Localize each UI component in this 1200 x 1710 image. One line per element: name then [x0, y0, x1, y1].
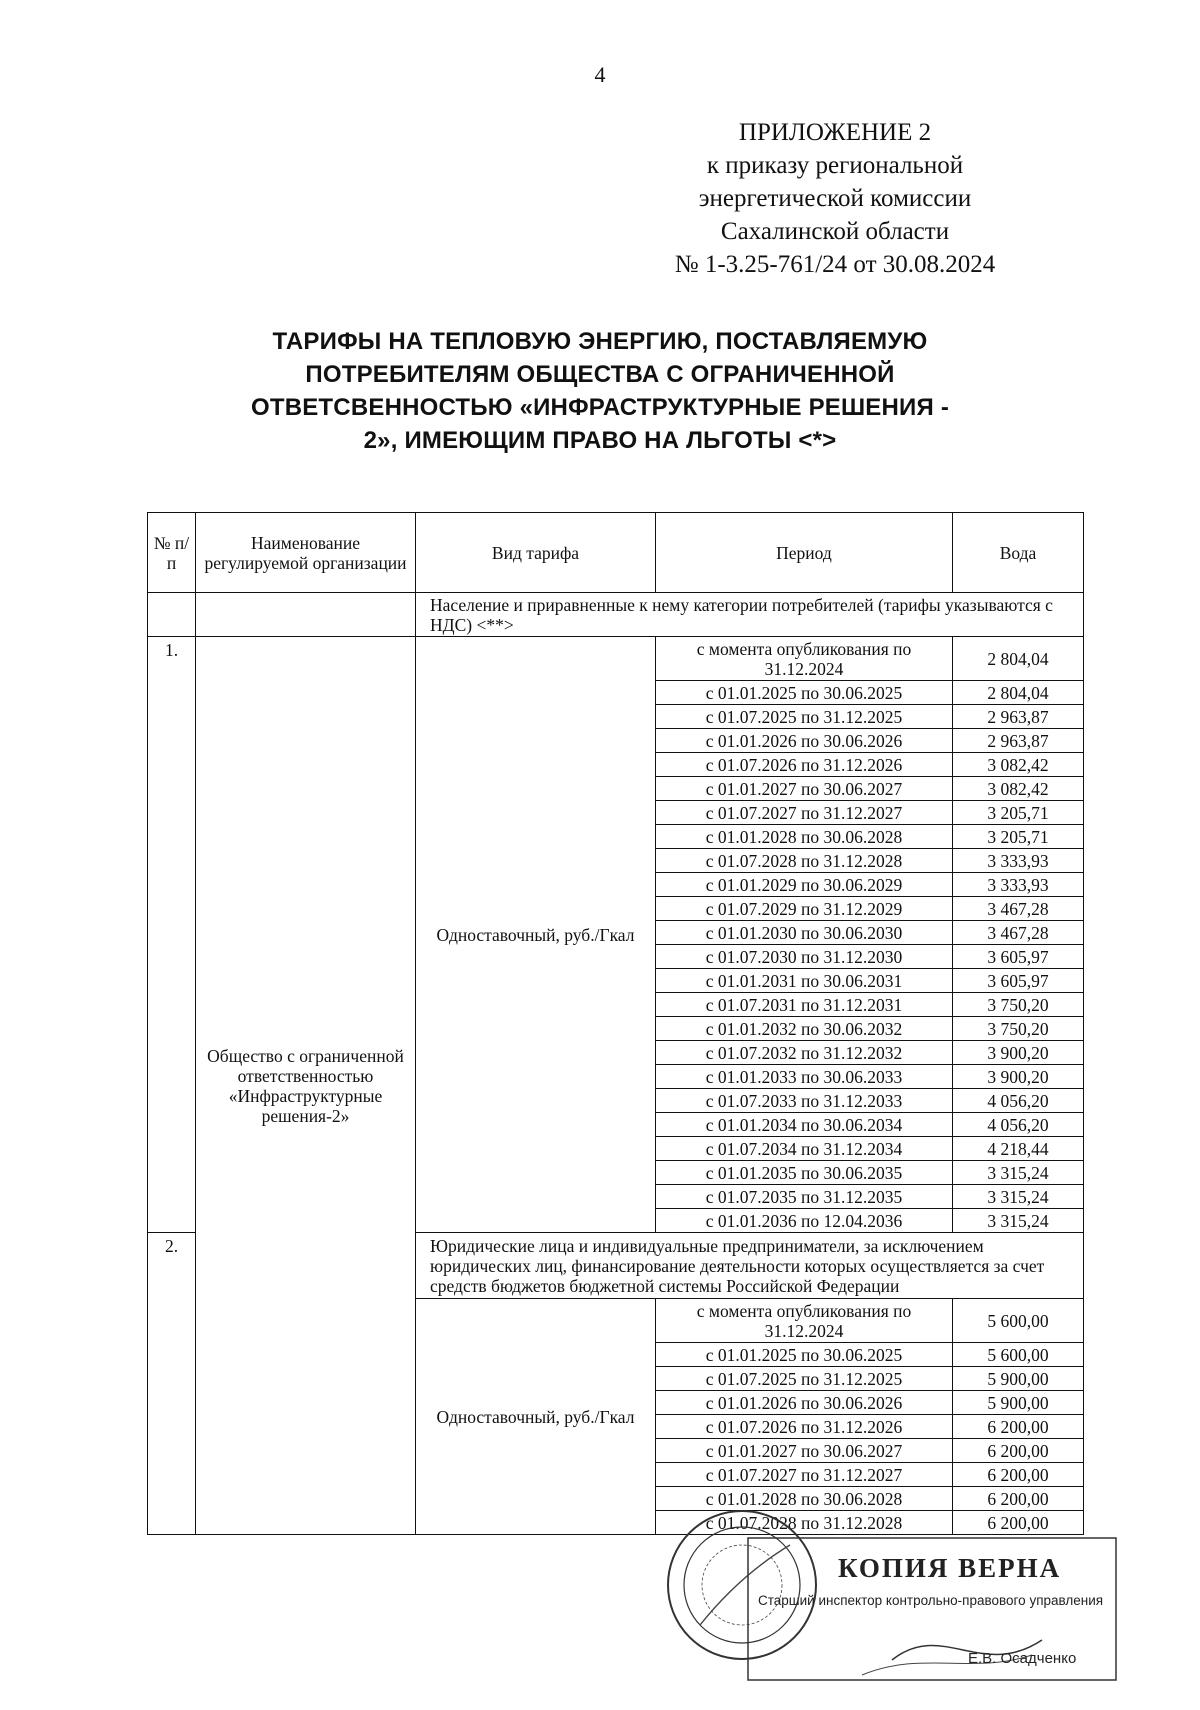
value-cell: 4 056,20	[953, 1089, 1084, 1113]
period-cell: с 01.01.2026 по 30.06.2026	[656, 1391, 953, 1415]
value-cell: 6 200,00	[953, 1415, 1084, 1439]
period-cell: с 01.07.2033 по 31.12.2033	[656, 1089, 953, 1113]
value-cell: 3 900,20	[953, 1041, 1084, 1065]
period-cell: с 01.07.2028 по 31.12.2028	[656, 1511, 953, 1535]
value-cell: 2 804,04	[953, 681, 1084, 705]
value-cell: 2 963,87	[953, 705, 1084, 729]
value-cell: 3 333,93	[953, 873, 1084, 897]
period-cell: с момента опубликования по 31.12.2024	[656, 1299, 953, 1343]
header-number: № п/п	[148, 513, 196, 593]
value-cell: 5 600,00	[953, 1343, 1084, 1367]
header-tariff-type: Вид тарифа	[416, 513, 656, 593]
value-cell: 2 963,87	[953, 729, 1084, 753]
stamp-name: Е.В. Осадченко	[968, 1650, 1077, 1667]
row-number: 2.	[148, 1233, 196, 1535]
value-cell: 3 082,42	[953, 777, 1084, 801]
period-cell: с 01.07.2025 по 31.12.2025	[656, 705, 953, 729]
period-cell: с 01.01.2034 по 30.06.2034	[656, 1113, 953, 1137]
value-cell: 3 333,93	[953, 849, 1084, 873]
period-cell: с 01.07.2031 по 31.12.2031	[656, 993, 953, 1017]
value-cell: 4 056,20	[953, 1113, 1084, 1137]
value-cell: 5 600,00	[953, 1299, 1084, 1343]
appendix-order-number: № 1-3.25-761/24 от 30.08.2024	[674, 251, 996, 278]
period-cell: с 01.01.2028 по 30.06.2028	[656, 1487, 953, 1511]
value-cell: 5 900,00	[953, 1391, 1084, 1415]
period-cell: с 01.01.2025 по 30.06.2025	[656, 681, 953, 705]
period-cell: с 01.07.2030 по 31.12.2030	[656, 945, 953, 969]
tariff-table	[147, 512, 1084, 1535]
value-cell: 3 315,24	[953, 1209, 1084, 1233]
value-cell: 6 200,00	[953, 1487, 1084, 1511]
value-cell: 3 900,20	[953, 1065, 1084, 1089]
value-cell: 3 315,24	[953, 1185, 1084, 1209]
appendix-header	[600, 116, 1070, 281]
period-cell: с 01.07.2025 по 31.12.2025	[656, 1367, 953, 1391]
value-cell: 6 200,00	[953, 1439, 1084, 1463]
row-number: 1.	[148, 637, 196, 1233]
title-line: ПОТРЕБИТЕЛЯМ ОБЩЕСТВА С ОГРАНИЧЕННОЙ	[305, 361, 895, 388]
appendix-line: энергетической комиссии	[698, 185, 972, 212]
period-cell: с 01.01.2029 по 30.06.2029	[656, 873, 953, 897]
period-cell: с 01.01.2026 по 30.06.2026	[656, 729, 953, 753]
title-line: ТАРИФЫ НА ТЕПЛОВУЮ ЭНЕРГИЮ, ПОСТАВЛЯЕМУЮ	[272, 328, 928, 355]
value-cell: 3 750,20	[953, 1017, 1084, 1041]
value-cell: 4 218,44	[953, 1137, 1084, 1161]
period-cell: с 01.07.2032 по 31.12.2032	[656, 1041, 953, 1065]
page-number: 4	[594, 62, 606, 87]
header-water: Вода	[953, 513, 1084, 593]
period-cell: с 01.01.2030 по 30.06.2030	[656, 921, 953, 945]
tariff-type: Одноставочный, руб./Гкал	[416, 637, 656, 1233]
table-row	[148, 637, 1084, 681]
period-cell: с 01.01.2025 по 30.06.2025	[656, 1343, 953, 1367]
document-title	[150, 325, 1050, 457]
stamp-title: КОПИЯ ВЕРНА	[838, 1553, 1062, 1583]
period-cell: с 01.07.2028 по 31.12.2028	[656, 849, 953, 873]
period-cell: с 01.07.2026 по 31.12.2026	[656, 1415, 953, 1439]
period-cell: с 01.07.2029 по 31.12.2029	[656, 897, 953, 921]
title-line: ОТВЕТСВЕННОСТЬЮ «ИНФРАСТРУКТУРНЫЕ РЕШЕНИЯ -	[250, 394, 950, 421]
tariff-type: Одноставочный, руб./Гкал	[416, 1299, 656, 1535]
period-cell: с 01.01.2031 по 30.06.2031	[656, 969, 953, 993]
title-line: 2», ИМЕЮЩИМ ПРАВО НА ЛЬГОТЫ <*>	[363, 427, 837, 454]
value-cell: 3 205,71	[953, 801, 1084, 825]
value-cell: 3 467,28	[953, 921, 1084, 945]
period-cell: с 01.07.2034 по 31.12.2034	[656, 1137, 953, 1161]
appendix-line: к приказу региональной	[706, 152, 964, 179]
value-cell: 6 200,00	[953, 1511, 1084, 1535]
section-label: Население и приравненные к нему категории потребителей (тарифы указываются с НДС) <**>	[416, 593, 1084, 637]
value-cell: 5 900,00	[953, 1367, 1084, 1391]
value-cell: 3 467,28	[953, 897, 1084, 921]
period-cell: с 01.01.2036 по 12.04.2036	[656, 1209, 953, 1233]
section-label: Юридические лица и индивидуальные предприниматели, за исключением юридических лиц, финансирование деятельности которых осуществляется за счет средств бюджетов бюджетной системы Российской Федерации	[416, 1233, 1084, 1299]
period-cell: с 01.07.2027 по 31.12.2027	[656, 801, 953, 825]
period-cell: с 01.07.2026 по 31.12.2026	[656, 753, 953, 777]
period-cell: с 01.01.2035 по 30.06.2035	[656, 1161, 953, 1185]
value-cell: 3 605,97	[953, 969, 1084, 993]
period-cell: с 01.07.2035 по 31.12.2035	[656, 1185, 953, 1209]
period-cell: с 01.07.2027 по 31.12.2027	[656, 1463, 953, 1487]
period-cell: с 01.01.2032 по 30.06.2032	[656, 1017, 953, 1041]
header-organization: Наименование регулируемой организации	[196, 513, 416, 593]
period-cell: с 01.01.2028 по 30.06.2028	[656, 825, 953, 849]
section-row	[148, 593, 1084, 637]
value-cell: 2 804,04	[953, 637, 1084, 681]
appendix-title: ПРИЛОЖЕНИЕ 2	[738, 119, 932, 146]
value-cell: 3 605,97	[953, 945, 1084, 969]
value-cell: 3 315,24	[953, 1161, 1084, 1185]
value-cell: 3 750,20	[953, 993, 1084, 1017]
period-cell: с момента опубликования по 31.12.2024	[656, 637, 953, 681]
period-cell: с 01.01.2033 по 30.06.2033	[656, 1065, 953, 1089]
value-cell: 6 200,00	[953, 1463, 1084, 1487]
period-cell: с 01.01.2027 по 30.06.2027	[656, 1439, 953, 1463]
stamp-position: Старший инспектор контрольно-правового управления	[758, 1593, 1104, 1608]
period-cell: с 01.01.2027 по 30.06.2027	[656, 777, 953, 801]
organization-name: Общество с ограниченной ответственностью «Инфраструктурные решения-2»	[196, 637, 416, 1535]
appendix-line: Сахалинской области	[720, 218, 950, 245]
value-cell: 3 205,71	[953, 825, 1084, 849]
value-cell: 3 082,42	[953, 753, 1084, 777]
header-period: Период	[656, 513, 953, 593]
